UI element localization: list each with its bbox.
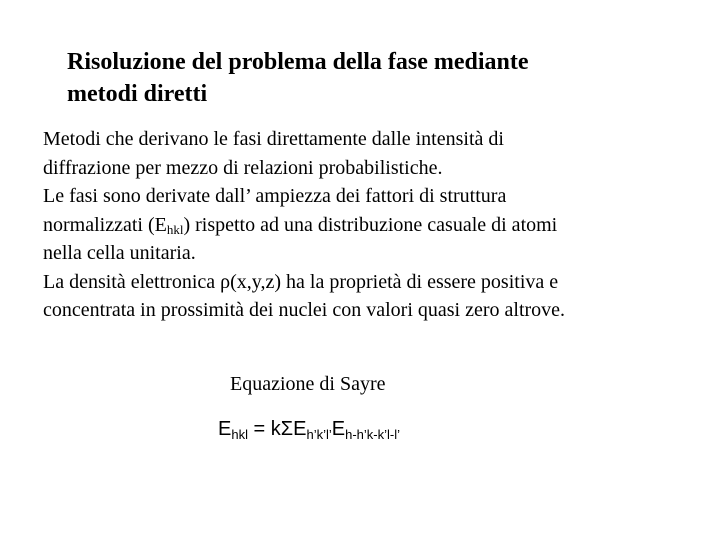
equation-term2: E — [331, 418, 346, 440]
body-line-3: Le fasi sono derivate dall’ ampiezza dei fattori di struttura — [43, 185, 507, 207]
equation-lhs: E — [218, 418, 232, 440]
body-paragraphs — [43, 125, 703, 325]
title-line-1: Risoluzione del problema della fase mediante — [67, 49, 529, 75]
body-line-4-prefix: normalizzati (E — [43, 213, 167, 236]
equation-term2-subscript: h-h’k-k’l-l’ — [345, 427, 400, 442]
slide-title — [67, 46, 667, 110]
equation-heading: Equazione di Sayre — [230, 373, 386, 395]
title-line-2: metodi diretti — [67, 81, 208, 107]
body-line-7: concentrata in prossimità dei nuclei con valori quasi zero altrove. — [43, 299, 566, 321]
equation-lhs-subscript: hkl — [231, 427, 248, 442]
body-line-1: Metodi che derivano le fasi direttamente dalle intensità di — [43, 128, 504, 150]
equation-middle: = kΣE — [247, 418, 307, 440]
body-line-6: La densità elettronica ρ(x,y,z) ha la proprietà di essere positiva e — [43, 270, 559, 293]
body-line-4-suffix: ) rispetto ad una distribuzione casuale di atomi — [183, 213, 558, 236]
sayre-equation — [218, 416, 400, 442]
equation-term1-subscript: h’k’l’ — [306, 427, 332, 442]
body-line-5: nella cella unitaria. — [43, 242, 196, 264]
body-line-4 — [43, 211, 703, 240]
body-line-2: diffrazione per mezzo di relazioni probabilistiche. — [43, 156, 443, 179]
ehkl-subscript: hkl — [166, 221, 184, 237]
